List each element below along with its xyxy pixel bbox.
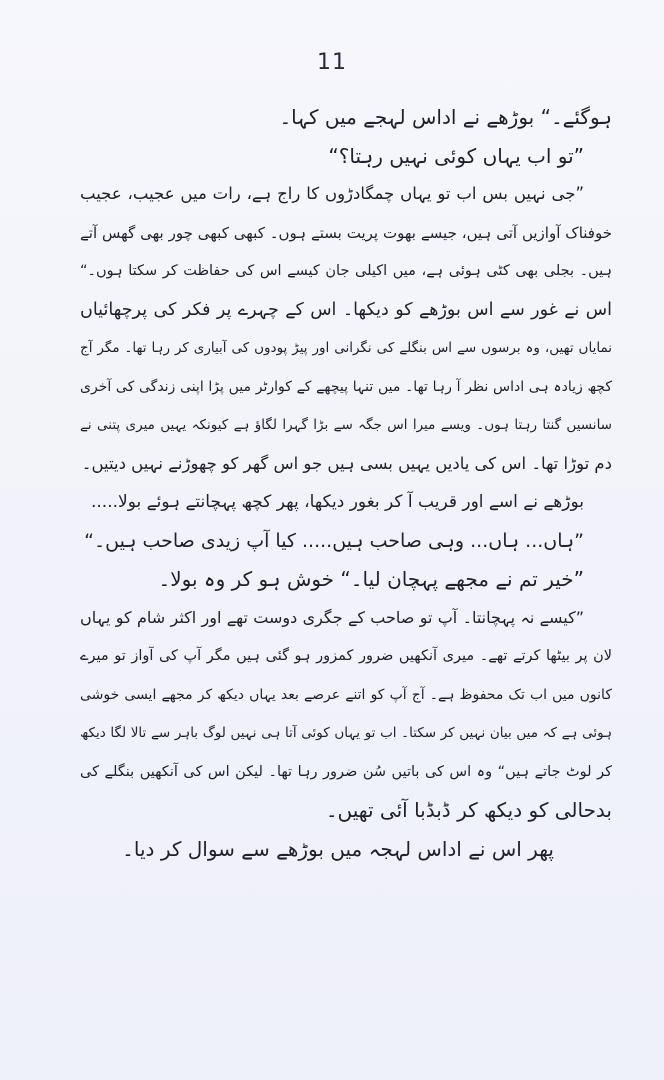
text-line-5: ہیں۔ بجلی بھی کٹی ہوئی ہے، میں اکیلی جان کیسے اس کی حفاظت کر سکتا ہوں۔“ [80,263,612,279]
text-line-2: ”تو اب یہاں کوئی نہیں رہتا؟“ [328,143,584,168]
text-line-4: خوفناک آوازیں آتی ہیں، جیسے بھوت پریت بستے ہوں۔ کبھی کبھی چور بھی گھس آتے [80,223,612,242]
text-line-11: بوڑھے نے اسے اور قریب آ کر بغور دیکھا، پھر کچھ پہچانتے ہوئے بولا..... [91,492,584,512]
text-line-19: بدحالی کو دیکھ کر ڈبڈبا آئی تھیں۔ [325,798,612,822]
text-line-6: اس نے غور سے اس بوڑھے کو دیکھا۔ اس کے چہرے پر فکر کی پرچھائیاں [80,299,612,320]
text-line-12: ”ہاں... ہاں... وہی صاحب ہیں..... کیا آپ زیدی صاحب ہیں۔“ [84,529,584,552]
text-line-8: کچھ زیادہ ہی اداس نظر آ رہا تھا۔ میں تنہا پیچھے کے کوارٹر میں پڑا اپنی زندگی کی آخری [80,378,612,395]
page-number: 11 [317,50,347,75]
text-line-13: ”خیر تم نے مجھے پہچان لیا۔“ خوش ہو کر وہ بولا۔ [158,567,584,591]
text-line-10: دم توڑا تھا۔ اس کی یادیں یہیں بسی ہیں جو اس گھر کو چھوڑنے نہیں دیتیں۔ [81,453,612,473]
text-line-1: ہوگئے۔“ بوڑھے نے اداس لہجے میں کہا۔ [279,105,612,129]
text-line-16: کانوں میں اب تک محفوظ ہے۔ آج آپ کو اتنے عرصے بعد یہاں دیکھ کر مجھے ایسی خوشی [80,686,612,703]
text-line-20: پھر اس نے اداس لہجہ میں بوڑھے سے سوال کر دیا۔ [122,836,554,861]
text-line-17: ہوئی ہے کہ میں بیان نہیں کر سکتا۔ اب تو یہاں کوئی آتا ہی نہیں لوگ باہر سے تالا لگا دیکھ [80,725,612,741]
text-line-7: نمایاں تھیں، وہ برسوں سے اس بنگلے کی نگرانی اور پیڑ پودوں کی آبیاری کر رہا تھا۔ مگر آج [80,340,612,356]
text-line-18: کر لوٹ جاتے ہیں“ وہ اس کی باتیں سُن ضرور رہا تھا۔ لیکن اس کی آنکھیں بنگلے کی [80,763,612,780]
text-line-15: لان پر بیٹھا کرتے تھے۔ میری آنکھیں ضرور کمزور ہو گئی ہیں مگر آپ کی آواز تو میرے [80,648,612,664]
text-line-3: ”جی نہیں بس اب تو یہاں چمگادڑوں کا راج ہے، رات میں عجیب، عجیب [80,184,584,203]
text-line-9: سانسیں گنتا رہتا ہوں۔ ویسے میرا اس جگہ سے بڑا گہرا لگاؤ ہے کیونکہ یہیں میری پتنی نے [80,417,612,433]
text-line-14: ”کیسے نہ پہچانتا۔ آپ تو صاحب کے جگری دوست تھے اور اکثر شام کو یہاں [80,607,584,627]
story-text [80,98,612,868]
